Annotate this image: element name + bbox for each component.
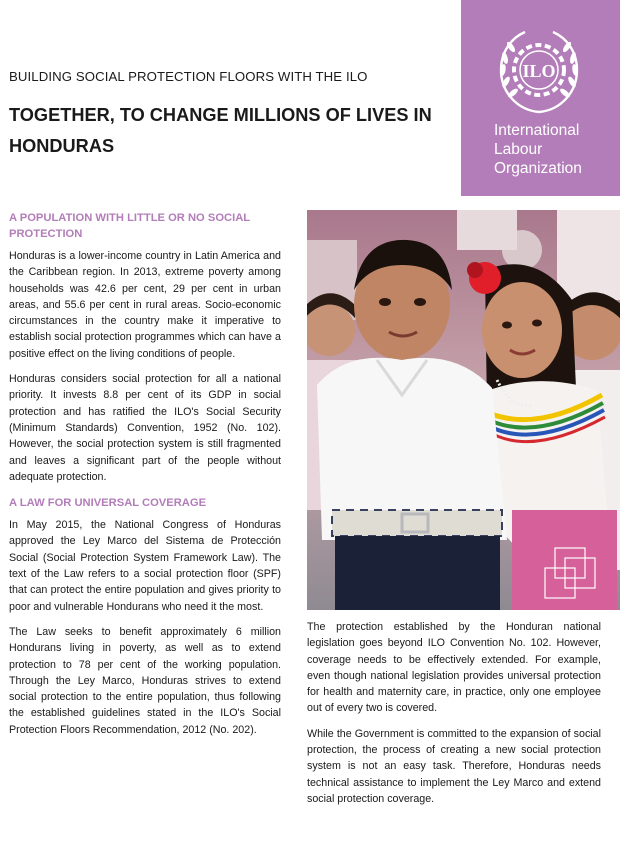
section-title-law: A LAW FOR UNIVERSAL COVERAGE [9,497,207,510]
page-headline: TOGETHER, TO CHANGE MILLIONS OF LIVES IN HONDURAS [9,105,432,156]
section-title-population: A POPULATION WITH LITTLE OR NO SOCIAL PROTECTION [9,212,250,240]
logo-line-1: International [494,122,580,139]
paragraph-benefits: The Law seeks to benefit approximately 6 million Hondurans living in poverty, as well as to extend protection to 78 per cent of the working population. Through the Ley Marco, Honduras strives to extend social protection to the entire population, thus following the established guidelines stated in the ILO's Social Protection Floors Recommendation, 2012 (No. 202). [9,625,281,736]
left-column [9,210,281,747]
right-column [307,619,601,816]
series-kicker: BUILDING SOCIAL PROTECTION FLOORS WITH THE ILO [9,69,368,84]
ilo-seal-icon [493,24,585,116]
logo-line-2: Labour [494,141,543,158]
logo-line-3: Organization [494,160,582,177]
paragraph-poverty: Honduras is a lower-income country in Latin America and the Caribbean region. In 2013, extreme poverty among households was 42.6 per cent, 29 per cent in urban areas, and 55.6 per cent in rural areas. Socio-economic circumstances in the country make it imperative to establish social protection programmes which can have a positive effect on the living conditions of people. [9,250,281,360]
paragraph-ley-marco: In May 2015, the National Congress of Honduras approved the Ley Marco del Sistema de Protección Social (Social Protection System Framework Law). The text of the Law refers to a social protection floor (SPF) that can protect the entire population and gives priority to poor and vulnerable Hondurans who need it the most. [9,519,281,613]
paragraph-coverage: The protection established by the Honduran national legislation goes beyond ILO Convention No. 102. However, coverage needs to be effectively extended. For example, even though national legislation provides universal protection for health and maternity care, in practice, only one employee out of every two is covered. [307,621,601,715]
ilo-logo-acronym: ILO [522,61,556,81]
children-photo [307,210,620,610]
ilo-logo-wordmark [494,121,582,178]
paragraph-priority: Honduras considers social protection for all a national priority. It invests 8.8 per cent of its GDP in social protection and has ratified the ILO's Social Security (Minimum Standards) Convention, 1952 (No. 102). However, the social protection system is still fragmented and leaves a significant part of the people without adequate protection. [9,373,281,483]
paragraph-technical-assistance: While the Government is committed to the expansion of social protection, the process of creating a new social protection system is not an easy task. Therefore, Honduras needs technical assistance to implement the Ley Marco and extend social protection coverage. [307,727,601,805]
